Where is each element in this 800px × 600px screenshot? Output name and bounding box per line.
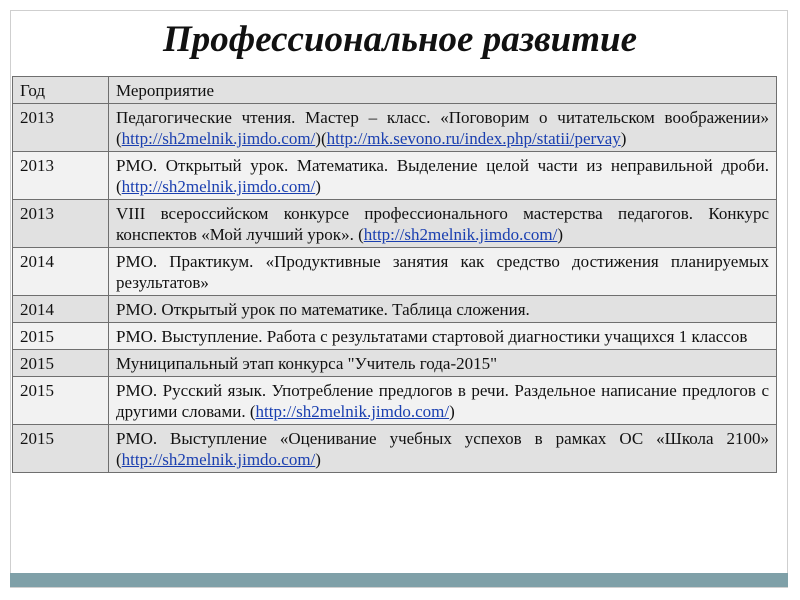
event-text: ) xyxy=(449,402,455,421)
table-row xyxy=(13,248,777,296)
event-text: РМО. Практикум. «Продуктивные занятия как средство достижения планируемых результатов» xyxy=(116,252,769,292)
row-event xyxy=(109,248,777,296)
table-row xyxy=(13,200,777,248)
page-title: Профессиональное развитие xyxy=(162,19,638,60)
table-row xyxy=(13,296,777,323)
event-text: РМО. Русский язык. Употребление предлогов в речи. Раздельное написание предлогов с другими словами. ( xyxy=(116,381,769,421)
event-link[interactable]: http://sh2melnik.jimdo.com/ xyxy=(255,402,450,421)
table-row xyxy=(13,152,777,200)
event-text: РМО. Выступление «Оценивание учебных успехов в рамках ОС «Школа 2100» ( xyxy=(116,429,769,469)
row-event xyxy=(109,323,777,350)
bottom-band xyxy=(10,573,788,587)
table-row xyxy=(13,323,777,350)
table-row xyxy=(13,350,777,377)
event-text: ) xyxy=(315,450,321,469)
table-row xyxy=(13,104,777,152)
event-text: РМО. Открытый урок по математике. Таблица сложения. xyxy=(116,300,530,319)
event-text: ) xyxy=(620,129,627,148)
event-text: VIII всероссийском конкурсе профессионального мастерства педагогов. Конкурс конспектов «Мой лучший урок». ( xyxy=(116,204,769,244)
row-year: 2013 xyxy=(13,200,109,248)
row-year: 2015 xyxy=(13,425,109,473)
events-table xyxy=(12,76,777,473)
row-event xyxy=(109,200,777,248)
row-year: 2014 xyxy=(13,296,109,323)
table-row xyxy=(13,377,777,425)
row-year: 2015 xyxy=(13,377,109,425)
event-link[interactable]: http://mk.sevono.ru/index.php/statii/pervay xyxy=(326,129,621,148)
event-text: )( xyxy=(315,129,327,148)
event-link[interactable]: http://sh2melnik.jimdo.com/ xyxy=(121,450,316,469)
event-link[interactable]: http://sh2melnik.jimdo.com/ xyxy=(363,225,558,244)
event-link[interactable]: http://sh2melnik.jimdo.com/ xyxy=(121,177,316,196)
event-text: Муниципальный этап конкурса "Учитель года-2015" xyxy=(116,354,498,373)
row-year: 2015 xyxy=(13,323,109,350)
table-header-row xyxy=(13,77,777,104)
event-text: РМО. Выступление. Работа с результатами стартовой диагностики учащихся 1 классов xyxy=(116,327,748,346)
row-event xyxy=(109,152,777,200)
event-text: РМО. Открытый урок. Математика. Выделение целой части из неправильной дроби. ( xyxy=(116,156,769,196)
row-event xyxy=(109,296,777,323)
row-event xyxy=(109,104,777,152)
event-text: Педагогические чтения. Мастер – класс. «Поговорим о читательском воображении» ( xyxy=(116,108,769,148)
row-year: 2013 xyxy=(13,104,109,152)
header-year: Год xyxy=(13,77,109,104)
table-row xyxy=(13,425,777,473)
row-year: 2014 xyxy=(13,248,109,296)
event-link[interactable]: http://sh2melnik.jimdo.com/ xyxy=(121,129,316,148)
row-event xyxy=(109,350,777,377)
row-event xyxy=(109,425,777,473)
row-event xyxy=(109,377,777,425)
event-text: ) xyxy=(557,225,564,244)
header-event: Мероприятие xyxy=(109,77,777,104)
row-year: 2013 xyxy=(13,152,109,200)
event-text: ) xyxy=(315,177,321,196)
row-year: 2015 xyxy=(13,350,109,377)
